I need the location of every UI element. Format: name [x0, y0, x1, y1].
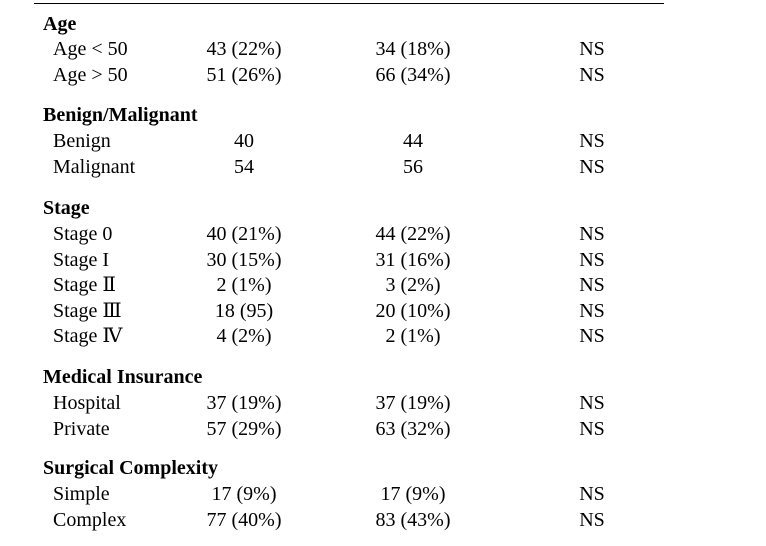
row-label: Hospital [53, 392, 121, 414]
group1-value: 54 [234, 156, 254, 178]
group1-value: 40 (21%) [206, 223, 282, 245]
group1-value: 37 (19%) [206, 392, 282, 414]
table-row [0, 248, 766, 274]
group2-value: 63 (32%) [375, 418, 451, 440]
section-title-stage: Stage [43, 197, 90, 219]
row-label: Stage Ⅳ [53, 325, 123, 347]
table-row [0, 273, 766, 299]
table-row [0, 508, 766, 534]
significance-value: NS [579, 274, 605, 296]
row-label: Stage 0 [53, 223, 113, 245]
row-label: Private [53, 418, 110, 440]
row-label: Age > 50 [53, 64, 128, 86]
group1-value: 4 (2%) [216, 325, 272, 347]
table-row [0, 391, 766, 417]
significance-value: NS [579, 38, 605, 60]
significance-value: NS [579, 392, 605, 414]
significance-value: NS [579, 156, 605, 178]
group2-value: 34 (18%) [375, 38, 451, 60]
table-top-rule [34, 3, 664, 4]
significance-value: NS [579, 483, 605, 505]
table-row [0, 37, 766, 63]
table-row [0, 129, 766, 155]
significance-value: NS [579, 418, 605, 440]
row-label: Stage Ⅲ [53, 300, 122, 322]
group1-value: 57 (29%) [206, 418, 282, 440]
significance-value: NS [579, 249, 605, 271]
section-title-age: Age [43, 13, 77, 35]
section-title-benign-malignant: Benign/Malignant [43, 104, 198, 126]
table-row [0, 222, 766, 248]
group2-value: 17 (9%) [380, 483, 446, 505]
row-label: Simple [53, 483, 110, 505]
group1-value: 43 (22%) [206, 38, 282, 60]
group1-value: 18 (95) [214, 300, 274, 322]
row-label: Malignant [53, 156, 136, 178]
row-label: Stage I [53, 249, 110, 271]
group2-value: 3 (2%) [385, 274, 441, 296]
group2-value: 2 (1%) [385, 325, 441, 347]
table-row [0, 324, 766, 350]
table-row [0, 155, 766, 181]
group2-value: 37 (19%) [375, 392, 451, 414]
group1-value: 30 (15%) [206, 249, 282, 271]
section-title-medical-insurance: Medical Insurance [43, 366, 203, 388]
group2-value: 20 (10%) [375, 300, 451, 322]
group2-value: 44 (22%) [375, 223, 451, 245]
row-label: Stage Ⅱ [53, 274, 117, 296]
table-row [0, 299, 766, 325]
section-title-surgical-complexity: Surgical Complexity [43, 457, 218, 479]
significance-value: NS [579, 300, 605, 322]
group1-value: 77 (40%) [206, 509, 282, 531]
group2-value: 83 (43%) [375, 509, 451, 531]
table-row [0, 417, 766, 443]
group1-value: 51 (26%) [206, 64, 282, 86]
significance-value: NS [579, 64, 605, 86]
group1-value: 40 [234, 130, 254, 152]
group1-value: 17 (9%) [211, 483, 277, 505]
row-label: Benign [53, 130, 111, 152]
group2-value: 66 (34%) [375, 64, 451, 86]
significance-value: NS [579, 509, 605, 531]
significance-value: NS [579, 325, 605, 347]
group2-value: 31 (16%) [375, 249, 451, 271]
group2-value: 56 [403, 156, 423, 178]
group1-value: 2 (1%) [216, 274, 272, 296]
row-label: Age < 50 [53, 38, 128, 60]
row-label: Complex [53, 509, 127, 531]
significance-value: NS [579, 130, 605, 152]
table-row [0, 63, 766, 89]
significance-value: NS [579, 223, 605, 245]
table-row [0, 482, 766, 508]
group2-value: 44 [403, 130, 423, 152]
